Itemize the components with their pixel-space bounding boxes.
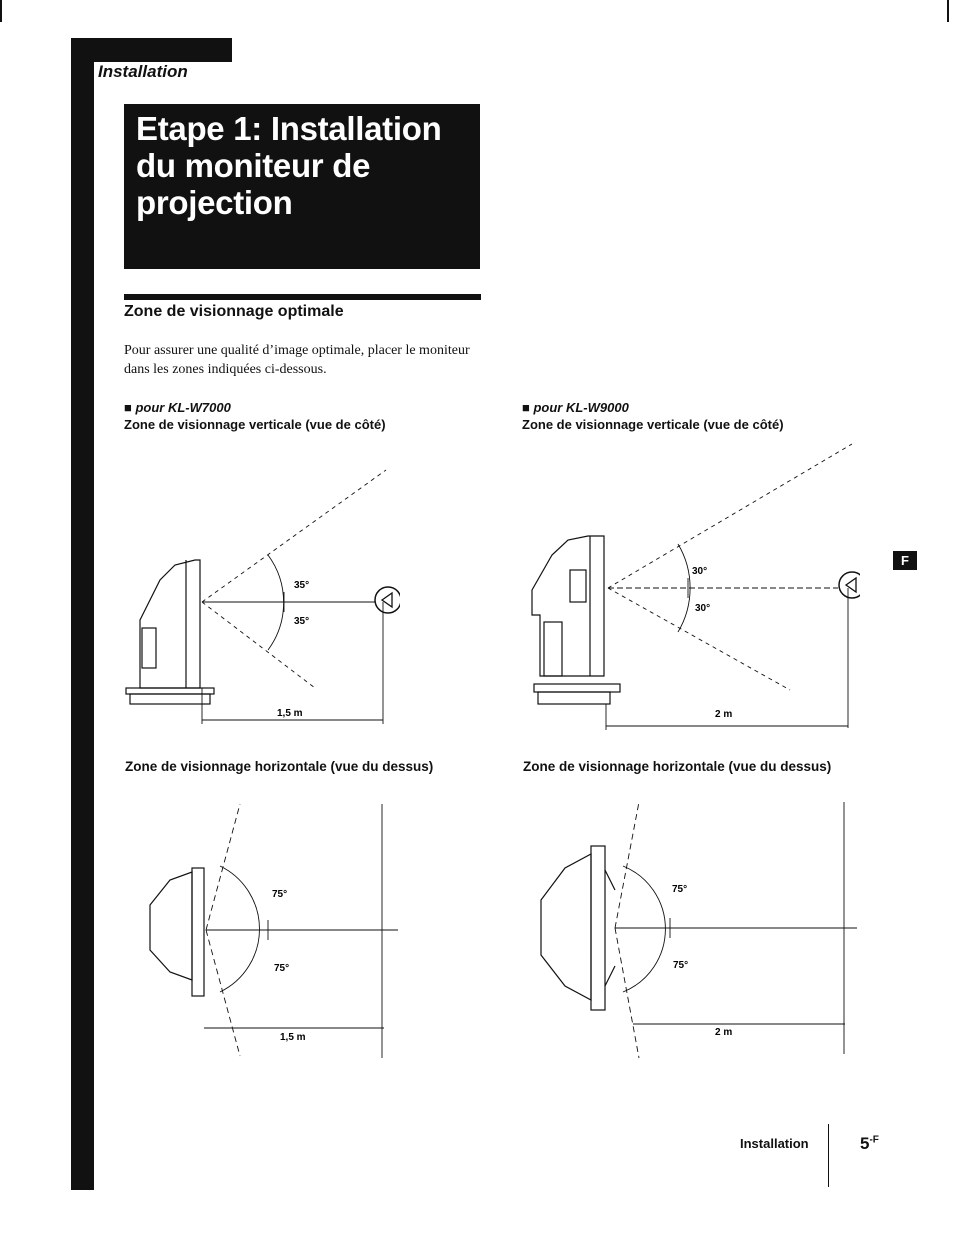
footer-section-label: Installation	[740, 1136, 809, 1151]
angle-label-top: 75°	[672, 884, 688, 895]
distance-label: 1,5 m	[277, 708, 303, 719]
header-tab	[71, 38, 232, 62]
angle-label-bottom: 75°	[673, 960, 689, 971]
left-vertical-diagram	[120, 460, 400, 730]
edge-crop-mark	[947, 0, 949, 22]
heading-rule	[124, 294, 481, 300]
language-tab-marker: F	[893, 551, 917, 570]
left-model-heading: ■ pour KL-W7000	[124, 400, 231, 415]
monitor-top-outline	[541, 854, 591, 1000]
angle-label-top: 35°	[294, 580, 310, 591]
distance-label: 2 m	[715, 1027, 733, 1038]
angle-label-top: 30°	[692, 566, 708, 577]
page-number	[860, 1134, 879, 1154]
left-margin-bar	[71, 38, 94, 1190]
angle-label-bottom: 35°	[294, 616, 310, 627]
page-number-suffix: -F	[869, 1134, 879, 1146]
monitor-top-outline	[150, 872, 192, 980]
right-vertical-diagram	[520, 440, 860, 730]
right-vertical-title: Zone de visionnage verticale (vue de côté)	[522, 417, 784, 432]
angle-label-bottom: 30°	[695, 603, 711, 614]
monitor-side-outline	[140, 560, 200, 688]
page-number-value: 5	[860, 1134, 870, 1153]
distance-label: 2 m	[715, 709, 733, 720]
intro-paragraph: Pour assurer une qualité d’image optimale, placer le moniteur dans les zones indiquées ci-dessous.	[124, 343, 470, 377]
monitor-side-outline	[532, 536, 604, 676]
left-horizontal-title: Zone de visionnage horizontale (vue du dessus)	[125, 759, 434, 774]
subsection-heading: Zone de visionnage optimale	[124, 303, 344, 320]
right-model-heading: ■ pour KL-W9000	[522, 400, 629, 415]
footer-separator	[828, 1124, 829, 1187]
left-model-label: pour KL-W7000	[135, 400, 231, 415]
left-vertical-title: Zone de visionnage verticale (vue de côté)	[124, 417, 386, 432]
angle-label-top: 75°	[272, 889, 288, 900]
angle-label-bottom: 75°	[274, 963, 290, 974]
left-horizontal-diagram	[140, 800, 410, 1070]
page-title: Etape 1: Installation du moniteur de projection	[136, 110, 442, 221]
distance-label: 1,5 m	[280, 1032, 306, 1043]
right-model-label: pour KL-W9000	[533, 400, 629, 415]
eye-icon	[839, 572, 860, 598]
eye-icon	[375, 587, 400, 613]
right-horizontal-title: Zone de visionnage horizontale (vue du dessus)	[523, 759, 832, 774]
right-horizontal-diagram	[535, 800, 865, 1062]
section-label: Installation	[98, 62, 188, 81]
edge-crop-mark	[0, 0, 2, 22]
